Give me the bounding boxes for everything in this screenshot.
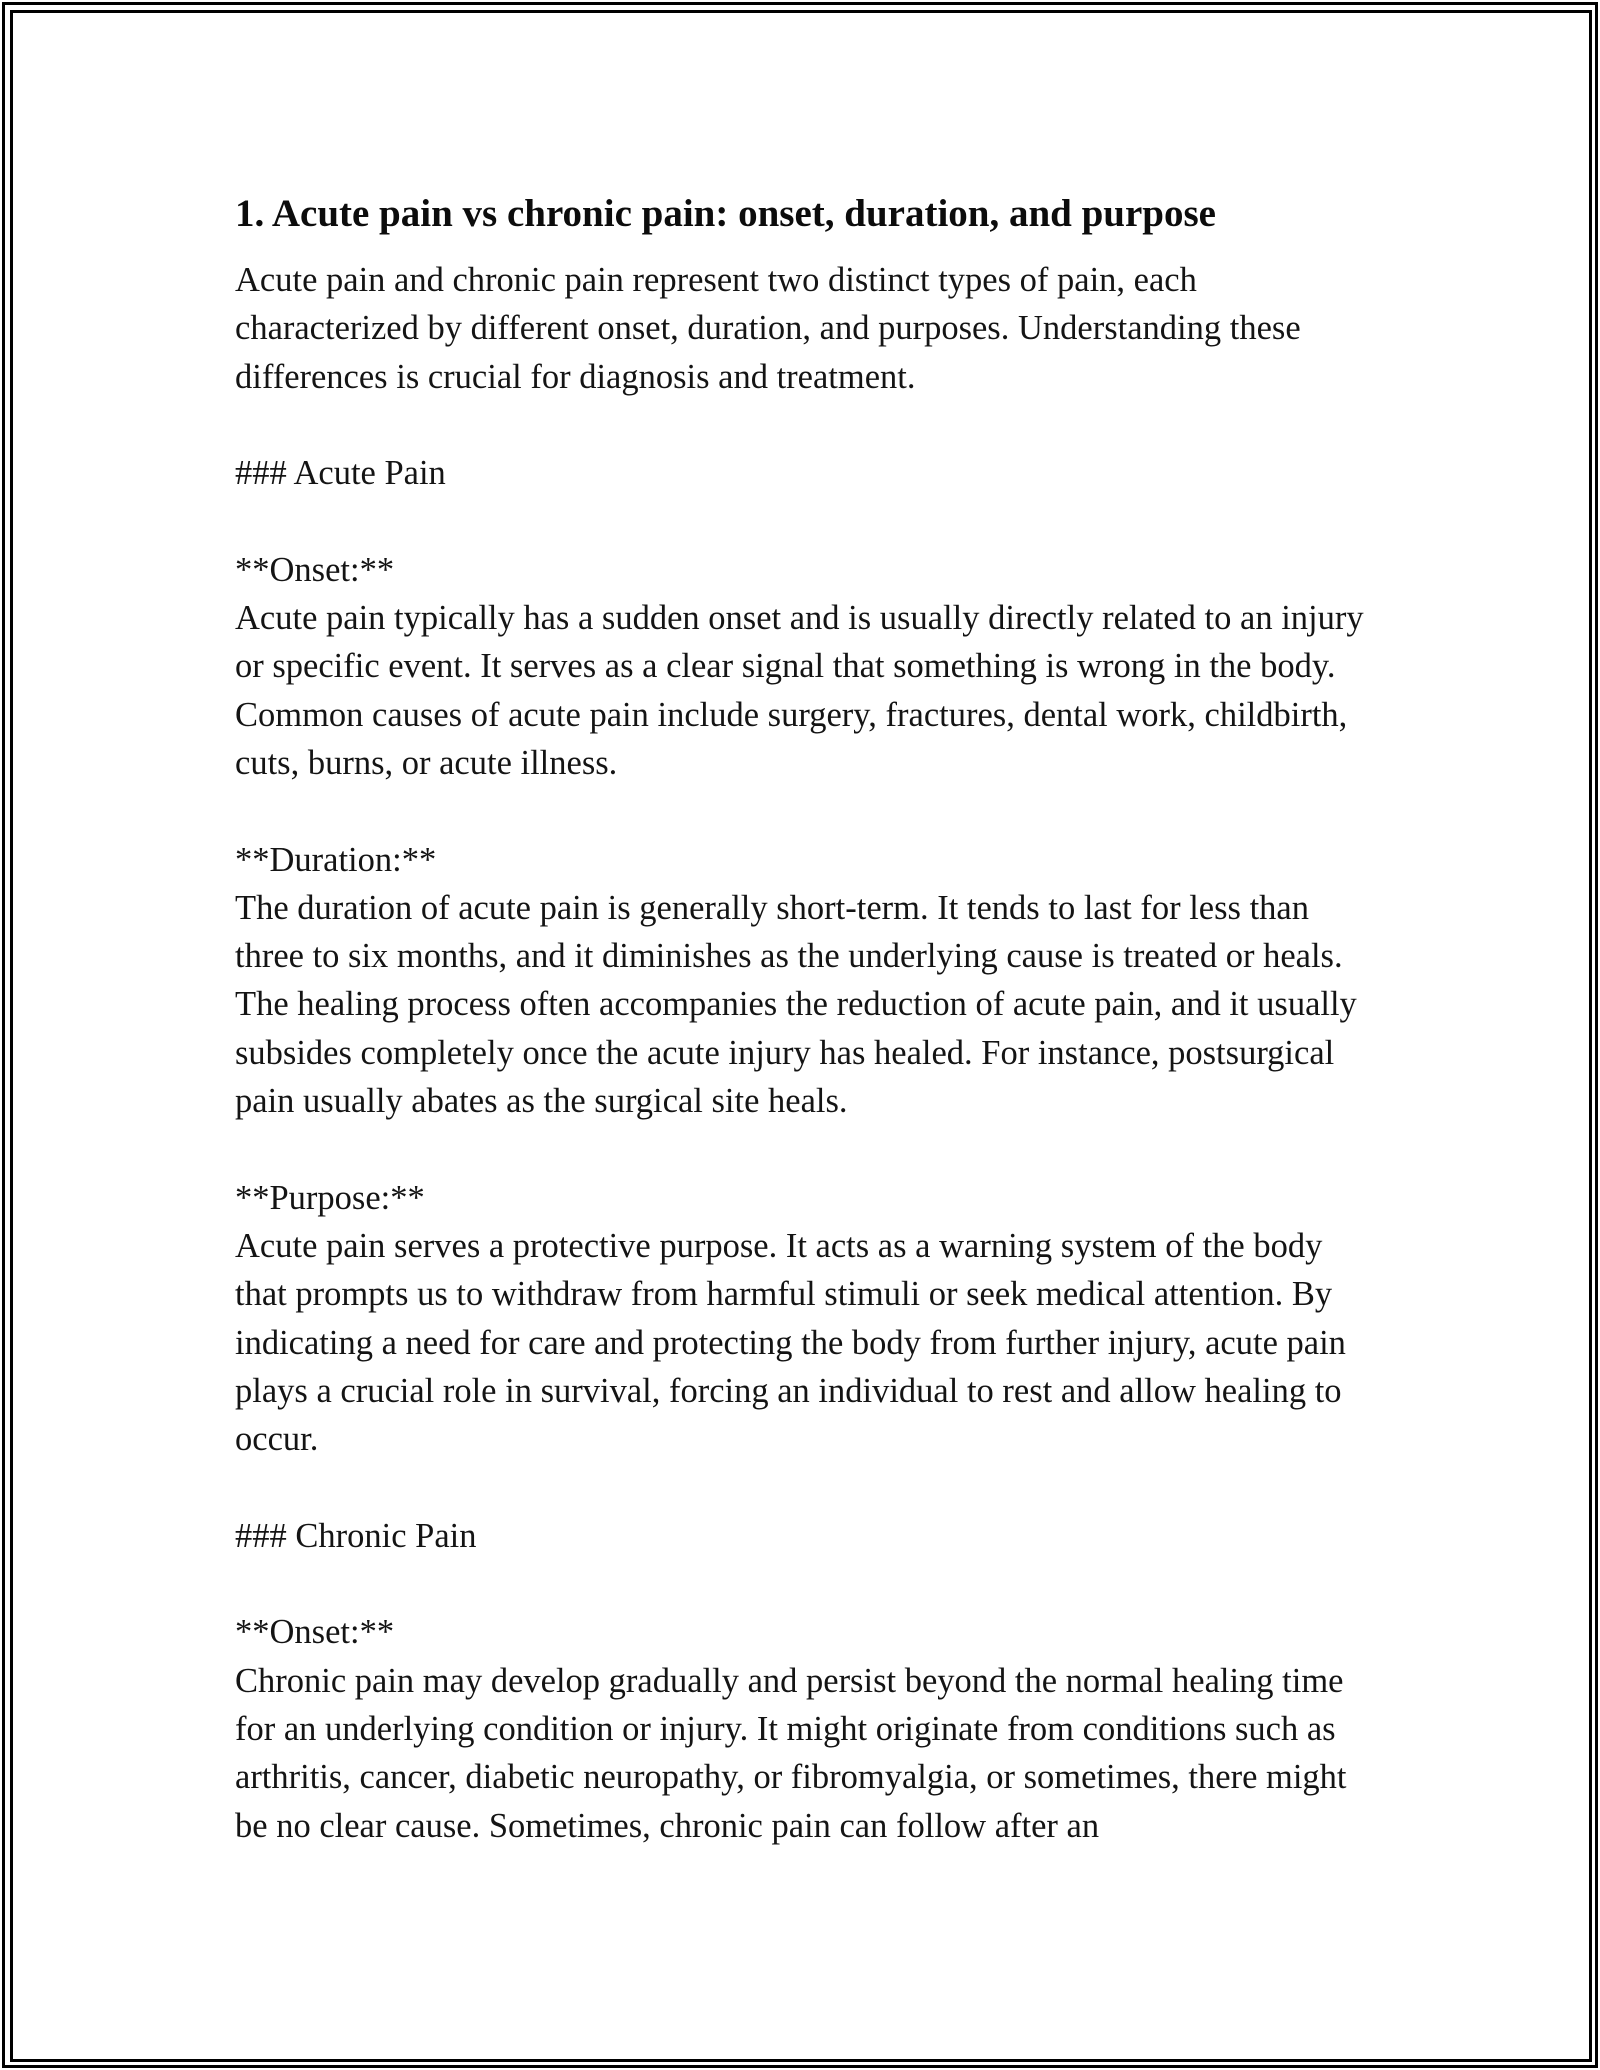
- acute-duration-label: **Duration:**: [235, 840, 437, 879]
- chronic-onset-paragraph: Chronic pain may develop gradually and persist beyond the normal healing time for an underlying condition or injury. It might originate from conditions such as arthritis, cancer, diabetic neuropathy, or fibromyalgia, or sometimes, there might be no clear cause. Sometimes, chronic pain can follow after an: [235, 1661, 1347, 1845]
- spacer: [235, 1560, 1380, 1608]
- document-text: [235, 256, 1380, 1850]
- spacer: [235, 1463, 1380, 1511]
- spacer: [235, 1125, 1380, 1173]
- spacer: [235, 497, 1380, 545]
- acute-purpose-paragraph: Acute pain serves a protective purpose. It acts as a warning system of the body that prompts us to withdraw from harmful stimuli or seek medical attention. By indicating a need for care and protecting the body from further injury, acute pain plays a crucial role in survival, forcing an individual to rest and allow healing to occur.: [235, 1226, 1346, 1459]
- acute-onset-label: **Onset:**: [235, 550, 395, 589]
- document-title: 1. Acute pain vs chronic pain: onset, duration, and purpose: [235, 192, 1216, 235]
- acute-duration-paragraph: The duration of acute pain is generally short-term. It tends to last for less than three to six months, and it diminishes as the underlying cause is treated or heals. The healing process often accompanies the reduction of acute pain, and it usually subsides completely once the acute injury has healed. For instance, postsurgical pain usually abates as the surgical site heals.: [235, 888, 1357, 1121]
- spacer: [235, 787, 1380, 835]
- chronic-onset-label: **Onset:**: [235, 1613, 395, 1652]
- acute-onset-paragraph: Acute pain typically has a sudden onset and is usually directly related to an injury or specific event. It serves as a clear signal that something is wrong in the body. Common causes of acute pain include surgery, fractures, dental work, childbirth, cuts, burns, or acute illness.: [235, 599, 1364, 782]
- acute-purpose-label: **Purpose:**: [235, 1178, 425, 1217]
- spacer: [235, 401, 1380, 449]
- section-heading-chronic: ### Chronic Pain: [235, 1516, 477, 1555]
- intro-paragraph: Acute pain and chronic pain represent two distinct types of pain, each characterized by different onset, duration, and purposes. Understanding these differences is crucial for diagnosis and treatment.: [235, 261, 1301, 396]
- document-body: [235, 182, 1380, 1850]
- section-heading-acute: ### Acute Pain: [235, 454, 446, 493]
